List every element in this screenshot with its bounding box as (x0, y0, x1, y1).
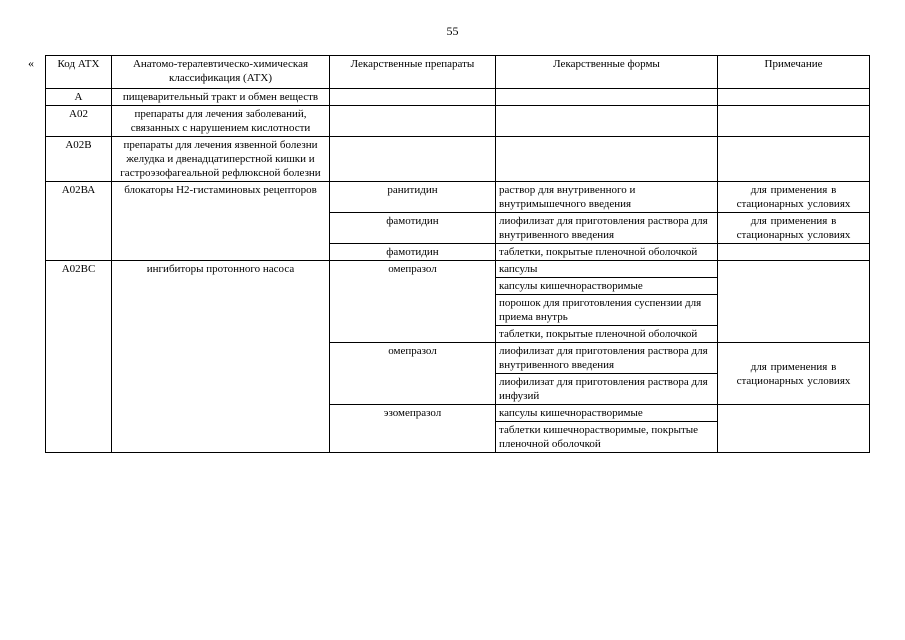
atc-class-cell: ингибиторы протонного насоса (112, 261, 330, 453)
header-atc-code: Код АТХ (46, 56, 112, 89)
atc-code-cell: А02В (46, 137, 112, 182)
form-cell (496, 106, 718, 137)
atc-classification-table (45, 55, 870, 453)
form-cell: капсулы кишечнорастворимые (496, 278, 718, 295)
atc-code-cell: А (46, 89, 112, 106)
header-drugs: Лекарственные препараты (330, 56, 496, 89)
drug-cell (330, 106, 496, 137)
table-row (46, 106, 870, 137)
table-header-row (46, 56, 870, 89)
form-cell: капсулы (496, 261, 718, 278)
form-cell: порошок для приготовления суспензии для приема внутрь (496, 295, 718, 326)
header-dosage-forms: Лекарственные формы (496, 56, 718, 89)
form-cell: таблетки кишечнорастворимые, покрытые пленочной оболочкой (496, 422, 718, 453)
table-row (46, 137, 870, 182)
note-cell: для применения в стационарных условиях (718, 182, 870, 213)
atc-class-cell: пищеварительный тракт и обмен веществ (112, 89, 330, 106)
drug-cell: омепразол (330, 261, 496, 343)
drug-cell (330, 89, 496, 106)
table-row (46, 261, 870, 278)
form-cell: лиофилизат для приготовления раствора для внутривенного введения (496, 213, 718, 244)
page-number: 55 (446, 24, 459, 38)
drug-cell (330, 137, 496, 182)
form-cell (496, 89, 718, 106)
drug-cell: фамотидин (330, 213, 496, 244)
note-cell (718, 89, 870, 106)
drug-cell: омепразол (330, 343, 496, 405)
form-cell: раствор для внутривенного и внутримышечного введения (496, 182, 718, 213)
atc-code-cell: А02ВА (46, 182, 112, 261)
form-cell: лиофилизат для приготовления раствора для внутривенного введения (496, 343, 718, 374)
note-cell (718, 405, 870, 453)
form-cell (496, 137, 718, 182)
note-cell (718, 137, 870, 182)
atc-class-cell: препараты для лечения язвенной болезни желудка и двенадцатиперстной кишки и гастроэзофагеальной рефлюксной болезни (112, 137, 330, 182)
atc-code-cell: А02ВС (46, 261, 112, 453)
header-notes: Примечание (718, 56, 870, 89)
form-cell: таблетки, покрытые пленочной оболочкой (496, 244, 718, 261)
note-cell: для применения в стационарных условиях (718, 343, 870, 405)
drug-cell: фамотидин (330, 244, 496, 261)
header-atc-classification: Анатомо-тераπевтическо-химическая классификация (АТХ) (112, 56, 330, 89)
form-cell: таблетки, покрытые пленочной оболочкой (496, 326, 718, 343)
table-row (46, 182, 870, 213)
drug-cell: эзомепразол (330, 405, 496, 453)
atc-class-cell: препараты для лечения заболеваний, связанных с нарушением кислотности (112, 106, 330, 137)
note-cell (718, 106, 870, 137)
atc-code-cell: А02 (46, 106, 112, 137)
atc-class-cell: блокаторы Н2-гистаминовых рецепторов (112, 182, 330, 261)
drug-cell: ранитидин (330, 182, 496, 213)
form-cell: капсулы кишечнорастворимые (496, 405, 718, 422)
note-cell (718, 261, 870, 343)
form-cell: лиофилизат для приготовления раствора для инфузий (496, 374, 718, 405)
note-cell (718, 244, 870, 261)
note-cell: для применения в стационарных условиях (718, 213, 870, 244)
opening-quote-mark: « (28, 56, 34, 70)
table-row (46, 89, 870, 106)
